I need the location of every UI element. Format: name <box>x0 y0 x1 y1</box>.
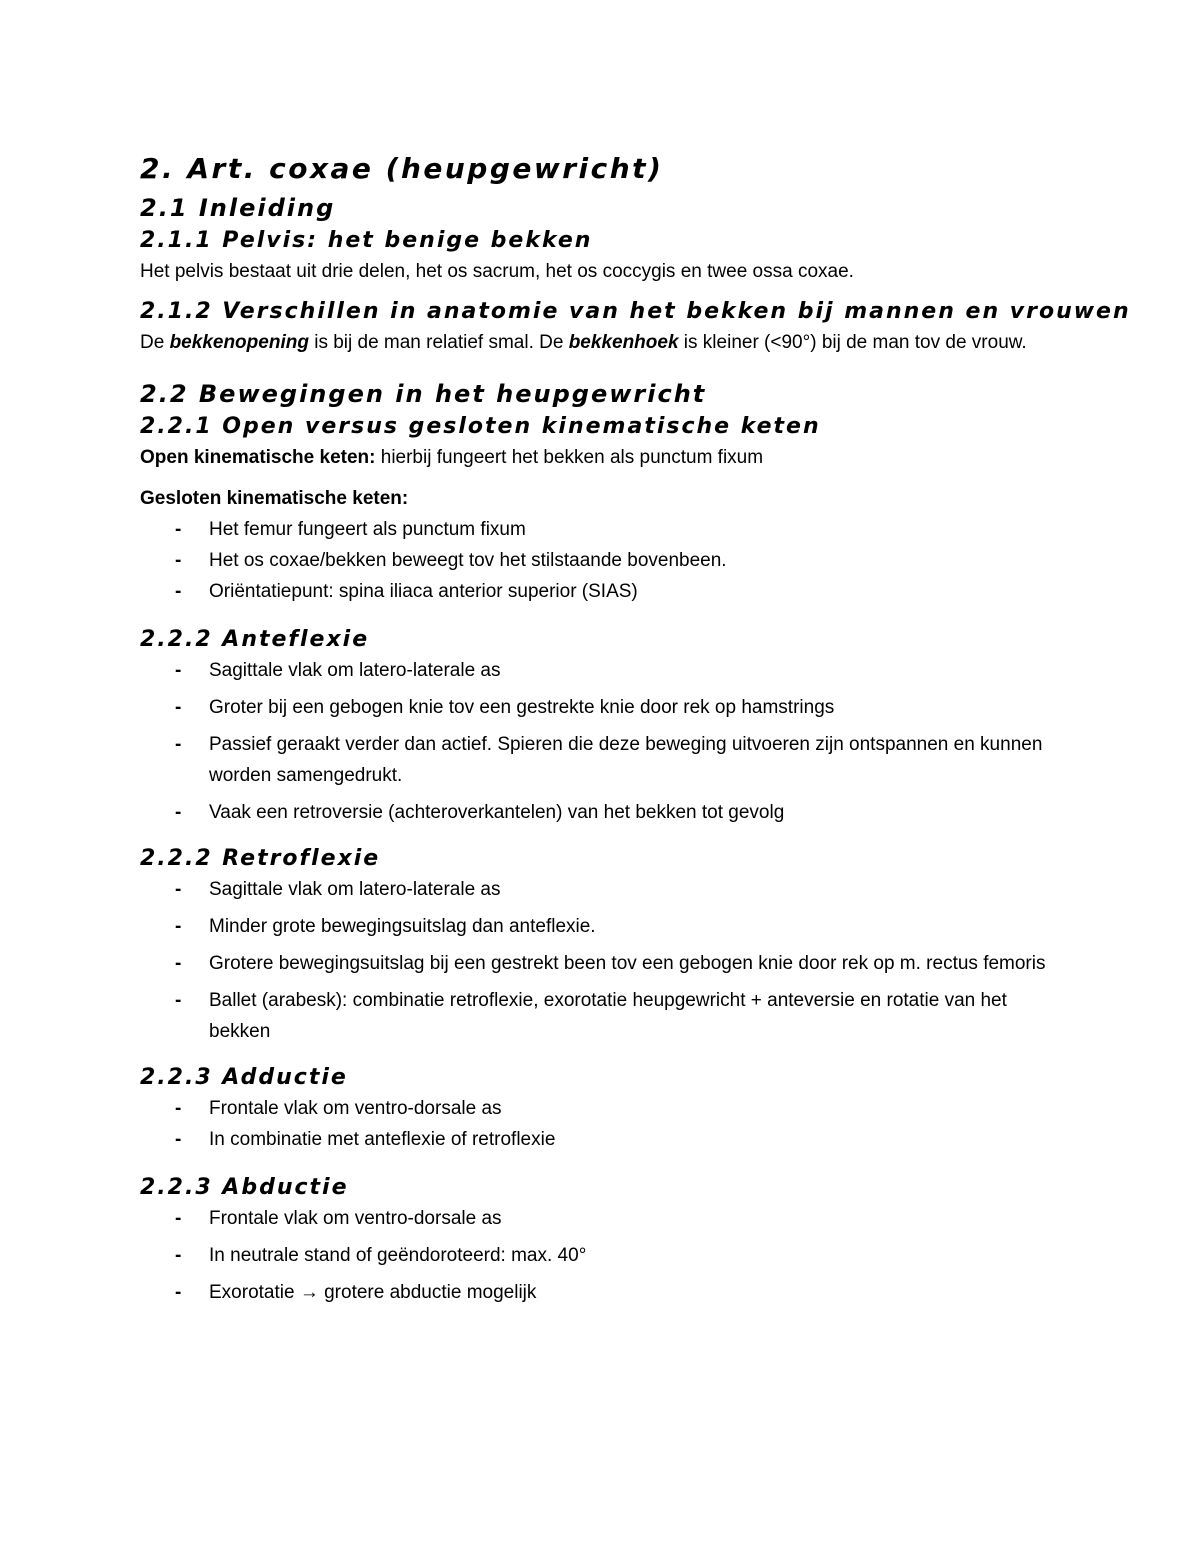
list-item-text: Groter bij een gebogen knie tov een gestrekte knie door rek op hamstrings <box>209 697 835 718</box>
list-item-text: Vaak een retroversie (achteroverkantelen) van het bekken tot gevolg <box>209 802 785 823</box>
list-item <box>140 1240 1070 1271</box>
bullet-dash-icon: - <box>175 697 182 718</box>
text-segment: De <box>140 332 170 353</box>
heading-2-1: 2.1 Inleiding <box>140 194 336 222</box>
bullet-dash-icon: - <box>175 1245 182 1266</box>
list-item <box>140 1277 1070 1308</box>
bullet-list-adductie <box>140 1093 1070 1155</box>
list-item-text: In neutrale stand of geëndoroteerd: max. 40° <box>209 1245 587 1266</box>
list-item <box>140 576 1070 607</box>
list-item <box>140 911 1070 942</box>
heading-2-2-2-anteflexie: 2.2.2 Anteflexie <box>140 627 370 652</box>
bullet-dash-icon: - <box>175 660 182 681</box>
list-item-text: Frontale vlak om ventro-dorsale as <box>209 1208 502 1229</box>
paragraph-verschillen <box>140 327 1070 358</box>
list-item <box>140 1203 1070 1234</box>
paragraph-open-keten <box>140 442 1070 473</box>
text-segment: is bij de man relatief smal. De <box>308 332 569 353</box>
list-item <box>140 692 1070 723</box>
list-item <box>140 797 1070 828</box>
list-item-text: Sagittale vlak om latero-laterale as <box>209 660 501 681</box>
bullet-dash-icon: - <box>175 990 182 1011</box>
bullet-dash-icon: - <box>175 519 182 540</box>
text-segment: hierbij fungeert het bekken als punctum fixum <box>375 447 764 468</box>
bullet-dash-icon: - <box>175 734 182 755</box>
heading-2-2: 2.2 Bewegingen in het heupgewricht <box>140 380 707 408</box>
list-item <box>140 985 1070 1047</box>
label-open-keten: Open kinematische keten: <box>140 447 376 468</box>
list-item-text: Oriëntatiepunt: spina iliaca anterior superior (SIAS) <box>209 581 638 602</box>
list-item <box>140 514 1070 545</box>
list-item <box>140 1093 1070 1124</box>
list-item-text: Ballet (arabesk): combinatie retroflexie, exorotatie heupgewricht + anteversie en rotatie van het bekken <box>209 990 1007 1042</box>
text-segment: is kleiner (<90°) bij de man tov de vrouw. <box>678 332 1027 353</box>
bullet-list-retroflexie <box>140 874 1070 1047</box>
list-item-text: Sagittale vlak om latero-laterale as <box>209 879 501 900</box>
term-bekkenopening: bekkenopening <box>169 332 309 353</box>
heading-2-2-2-retroflexie: 2.2.2 Retroflexie <box>140 846 381 871</box>
list-item-text: Passief geraakt verder dan actief. Spieren die deze beweging uitvoeren zijn ontspannen en kunnen worden samengedrukt. <box>209 734 1043 786</box>
list-item <box>140 1124 1070 1155</box>
paragraph-gesloten-keten <box>140 483 1070 514</box>
bullet-dash-icon: - <box>175 802 182 823</box>
term-bekkenhoek: bekkenhoek <box>568 332 679 353</box>
bullet-list-2-2-1 <box>140 514 1070 607</box>
label-gesloten-keten: Gesloten kinematische keten: <box>140 488 409 509</box>
heading-2-2-1: 2.2.1 Open versus gesloten kinematische keten <box>140 414 821 439</box>
bullet-dash-icon: - <box>175 550 182 571</box>
bullet-dash-icon: - <box>175 1129 182 1150</box>
list-item-text: Het os coxae/bekken beweegt tov het stilstaande bovenbeen. <box>209 550 727 571</box>
heading-2-2-3-adductie: 2.2.3 Adductie <box>140 1065 348 1090</box>
list-item <box>140 729 1070 791</box>
list-item-text: In combinatie met anteflexie of retroflexie <box>209 1129 556 1150</box>
heading-2-1-2: 2.1.2 Verschillen in anatomie van het bekken bij mannen en vrouwen <box>140 299 1131 324</box>
list-item-text: Exorotatie → grotere abductie mogelijk <box>209 1282 537 1303</box>
list-item-text: Minder grote bewegingsuitslag dan anteflexie. <box>209 916 596 937</box>
bullet-dash-icon: - <box>175 879 182 900</box>
paragraph-pelvis: Het pelvis bestaat uit drie delen, het os sacrum, het os coccygis en twee ossa coxae. <box>140 261 854 282</box>
bullet-dash-icon: - <box>175 1282 182 1303</box>
bullet-dash-icon: - <box>175 1208 182 1229</box>
heading-2-1-1: 2.1.1 Pelvis: het benige bekken <box>140 228 593 253</box>
bullet-list-abductie <box>140 1203 1070 1308</box>
list-item <box>140 545 1070 576</box>
bullet-dash-icon: - <box>175 1098 182 1119</box>
bullet-dash-icon: - <box>175 581 182 602</box>
list-item <box>140 948 1070 979</box>
bullet-dash-icon: - <box>175 953 182 974</box>
bullet-list-anteflexie <box>140 655 1070 828</box>
heading-2-2-3-abductie: 2.2.3 Abductie <box>140 1175 349 1200</box>
list-item <box>140 874 1070 905</box>
bullet-dash-icon: - <box>175 916 182 937</box>
document-page <box>140 148 1131 1314</box>
list-item <box>140 655 1070 686</box>
list-item-text: Grotere bewegingsuitslag bij een gestrekt been tov een gebogen knie door rek op m. rectus femoris <box>209 953 1046 974</box>
list-item-text: Het femur fungeert als punctum fixum <box>209 519 526 540</box>
list-item-text: Frontale vlak om ventro-dorsale as <box>209 1098 502 1119</box>
document-title: 2. Art. coxae (heupgewricht) <box>140 152 664 185</box>
